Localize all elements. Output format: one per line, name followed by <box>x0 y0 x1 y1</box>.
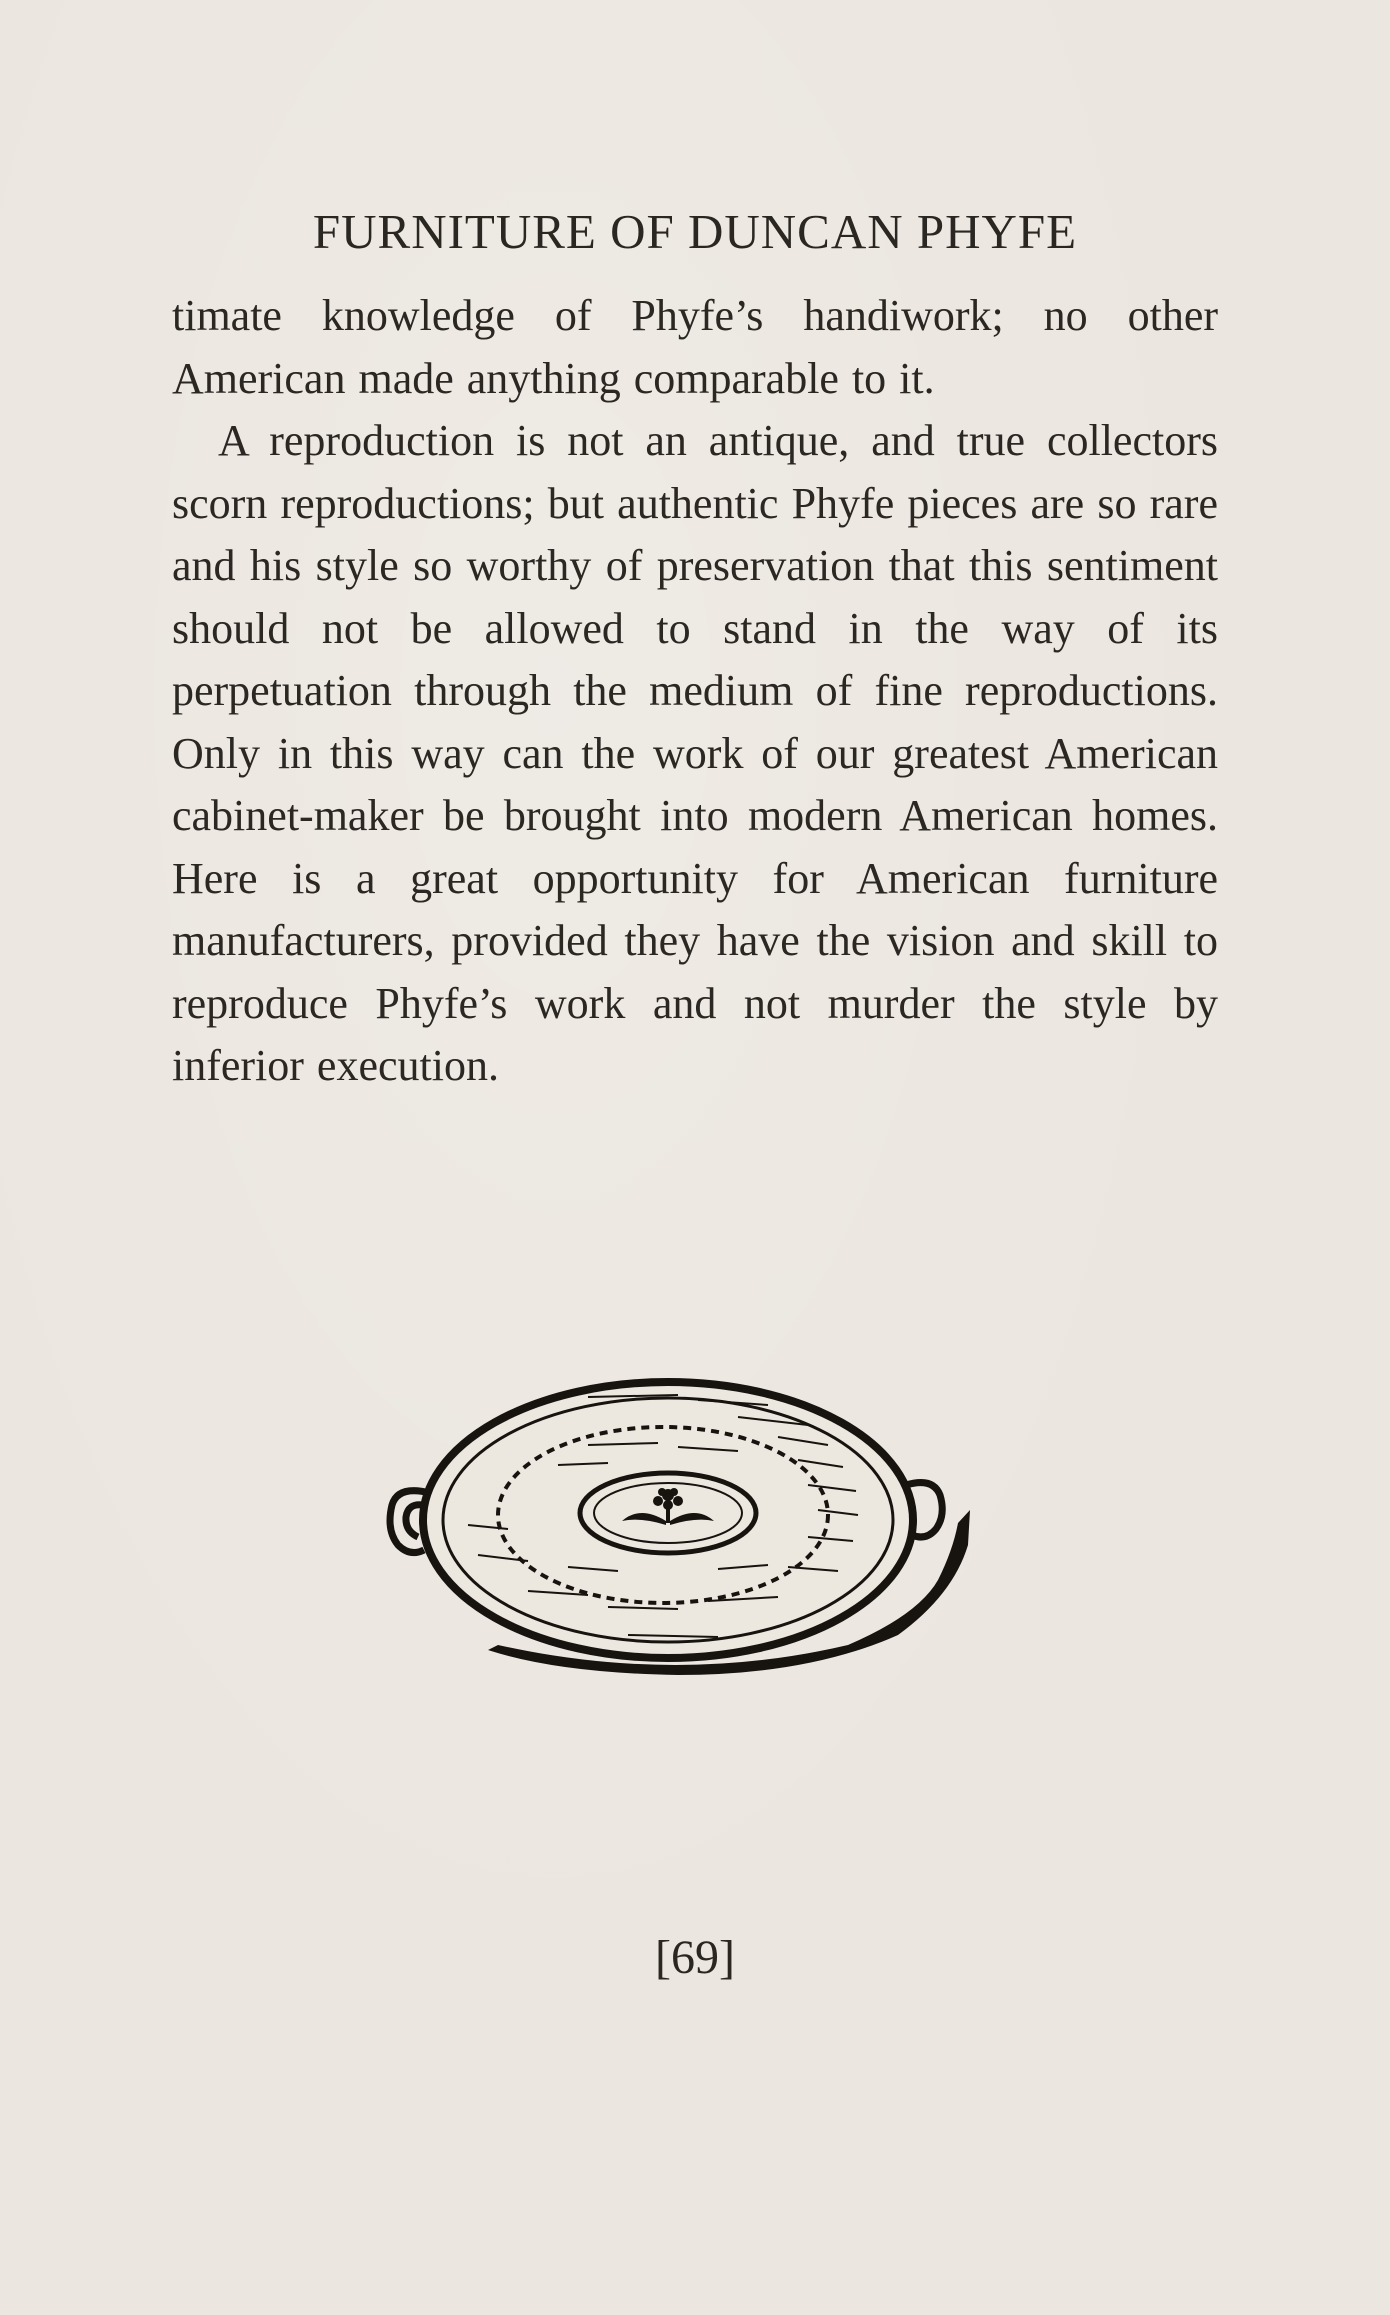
handled-tray-engraving-icon <box>378 1345 978 1680</box>
page-number: [69] <box>655 1931 735 1984</box>
paragraph-continued: timate knowledge of Phyfe’s handiwork; no other American made anything comparable to it. <box>172 291 1218 403</box>
running-head: FURNITURE OF DUNCAN PHYFE <box>312 204 1078 259</box>
body-text <box>172 285 1218 1098</box>
paragraph-reproduction: A reproduction is not an antique, and true collectors scorn reproductions; but authentic Phyfe pieces are so rare and his style so worthy of preservation that this sentiment should not be allowed to stand in the way of its perpetuation through the medium of fine reproductions. Only in this way can the work of our greatest American cabinet-maker be brought into modern American homes. Here is a great opportunity for American furniture manufacturers, provided they have the vision and skill to reproduce Phyfe’s work and not murder the style by inferior execution. <box>172 416 1218 1090</box>
